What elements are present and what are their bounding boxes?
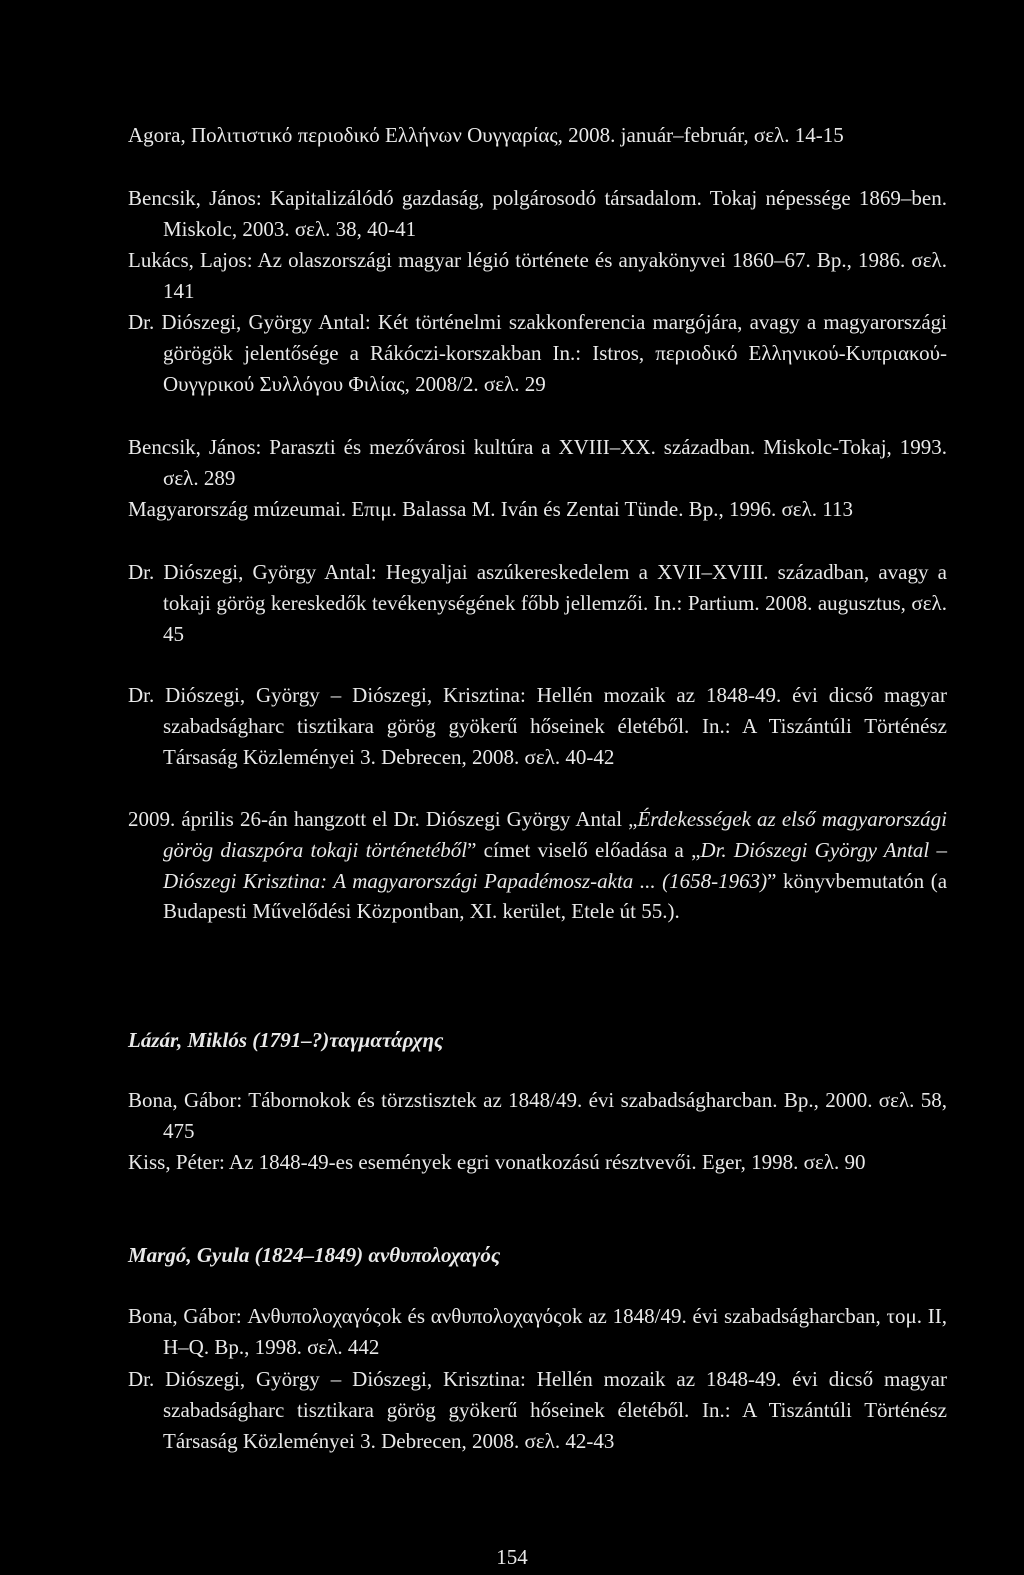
- lecture-text: ” címet viselő előadása a „: [467, 837, 701, 862]
- lecture-title: Érdekességek az első magyarországi görög diaszpóra tokaji történetéből: [163, 807, 947, 862]
- reference-entry: Dr. Diószegi, György Antal: Két történelmi szakkonferencia margójára, avagy a magyarországi görögök jelentősége a Rákóczi-korszakban In.: Istros, περιοδικό Ελληνικού-Κυπριακού-Ουγγρικού Συλλόγου Φιλίας, 2008/2. σελ. 29: [128, 310, 947, 396]
- lecture-note: [128, 804, 947, 927]
- person-heading: Lázár, Miklós (1791–?)ταγματάρχης: [128, 1028, 444, 1052]
- person-heading: Margó, Gyula (1824–1849) ανθυπολοχαγός: [128, 1243, 501, 1267]
- reference-entry: Lukács, Lajos: Az olaszországi magyar légió története és anyakönyvei 1860–67. Bp., 1986. σελ. 141: [128, 248, 947, 303]
- lecture-text: 2009. április 26-án hangzott el Dr. Diószegi György Antal „: [128, 807, 638, 831]
- reference-entry: Agora, Πολιτιστικό περιοδικό Ελλήνων Ουγγαρίας, 2008. január–február, σελ. 14-15: [128, 123, 844, 147]
- reference-entry: Dr. Diószegi, György Antal: Hegyaljai aszúkereskedelem a XVII–XVIII. században, avagy a tokaji görög kereskedők tevékenységének főbb jellemzői. In.: Partium. 2008. augusztus, σελ. 45: [128, 560, 947, 646]
- reference-entry: Bona, Gábor: Ανθυπολοχαγόςok és ανθυπολοχαγόςok az 1848/49. évi szabadságharcban, τομ. II, H–Q. Bp., 1998. σελ. 442: [128, 1304, 947, 1359]
- lecture-text: ” könyvbemutatón (a Budapesti Művelődési Központban, XI. kerület, Etele út 55.).: [163, 868, 948, 924]
- page-number: 154: [496, 1545, 528, 1569]
- reference-entry: Bencsik, János: Kapitalizálódó gazdaság, polgárosodó társadalom. Tokaj népessége 1869–ben. Miskolc, 2003. σελ. 38, 40-41: [128, 186, 947, 241]
- book-title: Dr. Diószegi György Antal – Diószegi Krisztina: A magyarországi Papadémosz-akta ... (1658-1963): [163, 837, 948, 893]
- reference-entry: Bona, Gábor: Tábornokok és törzstisztek az 1848/49. évi szabadságharcban. Bp., 2000. σελ. 58, 475: [128, 1088, 947, 1143]
- reference-entry: Dr. Diószegi, György – Diószegi, Krisztina: Hellén mozaik az 1848-49. évi dicső magyar szabadságharc tisztikara görög gyökerű hőseinek életéből. In.: A Tiszántúli Történész Társaság Közleményei 3. Debrecen, 2008. σελ. 40-42: [128, 683, 947, 769]
- reference-entry: Kiss, Péter: Az 1848-49-es események egri vonatkozású résztvevői. Eger, 1998. σελ. 90: [128, 1150, 866, 1174]
- reference-entry: Magyarország múzeumai. Επιμ. Balassa M. Iván és Zentai Tünde. Bp., 1996. σελ. 113: [128, 497, 854, 521]
- reference-entry: Dr. Diószegi, György – Diószegi, Krisztina: Hellén mozaik az 1848-49. évi dicső magyar szabadságharc tisztikara görög gyökerű hőseinek életéből. In.: A Tiszántúli Történész Társaság Közleményei 3. Debrecen, 2008. σελ. 42-43: [128, 1367, 947, 1453]
- reference-entry: Bencsik, János: Paraszti és mezővárosi kultúra a XVIII–XX. században. Miskolc-Tokaj, 1993. σελ. 289: [128, 435, 947, 490]
